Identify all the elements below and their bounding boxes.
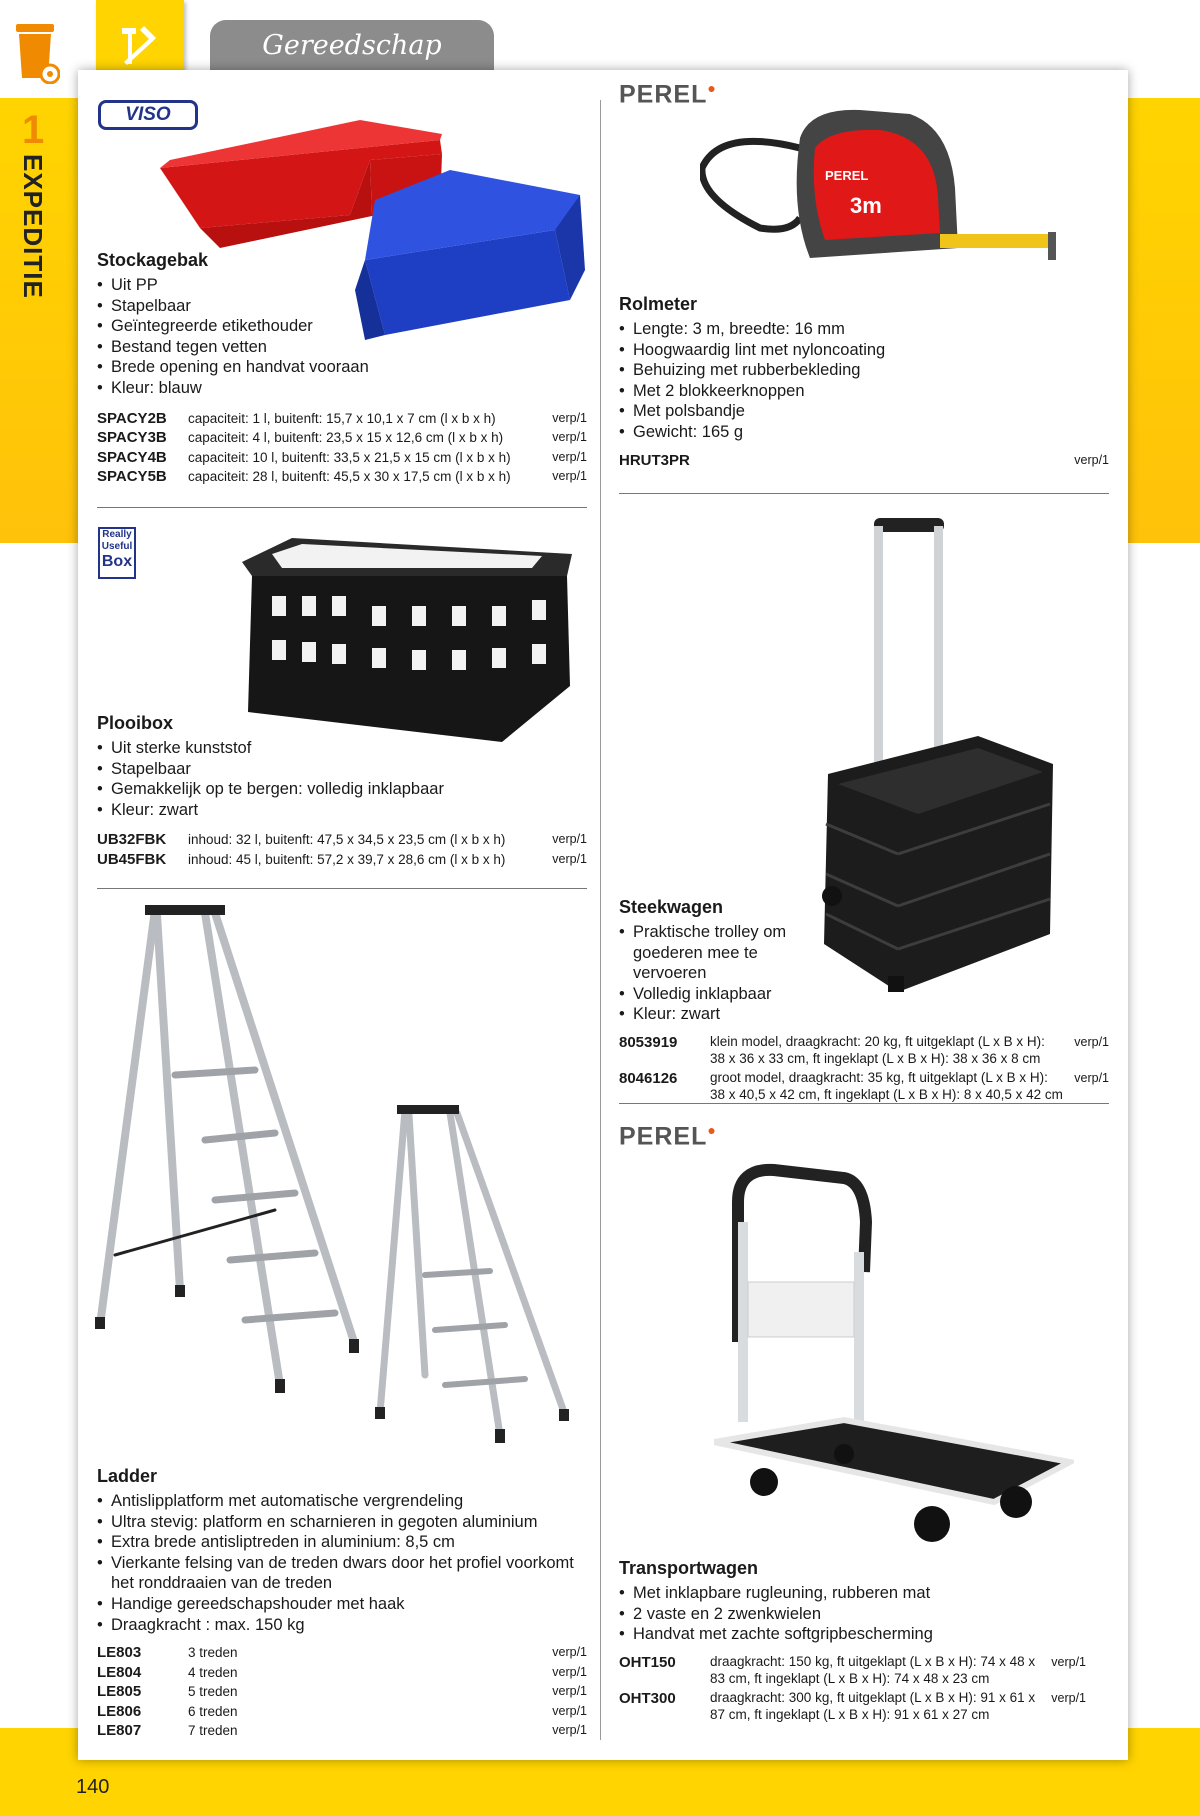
article-unit: verp/1 <box>552 410 587 425</box>
tape-brand: PEREL <box>825 168 869 183</box>
article-desc: inhoud: 32 l, buitenft: 47,5 x 34,5 x 23,5 cm (l x b x h) <box>188 832 506 848</box>
platform-trolley-image <box>714 1162 1074 1557</box>
article-code: LE804 <box>97 1663 142 1681</box>
waste-bin-icon <box>14 18 60 84</box>
article-code: SPACY3B <box>97 429 167 447</box>
article-desc: capaciteit: 4 l, buitenft: 23,5 x 15 x 12,6 cm (l x b x h) <box>188 430 504 446</box>
article-row <box>97 850 587 870</box>
brand-line: Useful <box>101 541 133 552</box>
hammer-wrench-icon <box>116 18 164 70</box>
article-row <box>97 428 587 448</box>
article-unit: verp/1 <box>1051 1690 1086 1705</box>
section-tab: Gereedschap <box>210 20 494 72</box>
article-unit: verp/1 <box>552 430 587 445</box>
stockagebak-block <box>97 250 587 487</box>
steekwagen-block <box>619 897 1109 1103</box>
feature-item: • Kleur: blauw <box>97 378 587 399</box>
article-code: OHT150 <box>619 1653 676 1671</box>
transportwagen-block <box>619 1558 1109 1723</box>
article-table <box>97 1643 587 1741</box>
article-desc: draagkracht: 150 kg, ft uitgeklapt (L x B x H): 74 x 48 x 83 cm, ft ingeklapt (L x B x H): 74 x 48 x 23 cm <box>710 1653 1036 1686</box>
feature-item: • 2 vaste en 2 zwenkwielen <box>619 1604 1109 1625</box>
article-unit: verp/1 <box>552 851 587 866</box>
feature-item: • Gemakkelijk op te bergen: volledig inklapbaar <box>97 779 587 800</box>
article-code: SPACY5B <box>97 468 167 486</box>
article-code: 8053919 <box>619 1033 678 1051</box>
page-number: 140 <box>76 1776 110 1798</box>
article-unit: verp/1 <box>1074 452 1109 467</box>
feature-item: • Met inklapbare rugleuning, rubberen mat <box>619 1583 1109 1604</box>
viso-logo: VISO <box>98 100 198 130</box>
brand-line: Really <box>102 529 132 540</box>
article-code: UB32FBK <box>97 831 167 849</box>
article-desc: 5 treden <box>188 1684 238 1700</box>
separator <box>97 888 587 889</box>
article-row <box>619 1069 1109 1103</box>
feature-item: • Gewicht: 165 g <box>619 422 1109 443</box>
perel-logo: PEREL● <box>619 80 717 109</box>
tape-measure-image <box>700 108 1060 283</box>
product-title: Ladder <box>97 1466 158 1486</box>
article-code: LE806 <box>97 1702 142 1720</box>
article-table <box>619 1653 1109 1723</box>
plooibox-block <box>97 713 587 869</box>
separator <box>97 507 587 508</box>
article-row <box>97 409 587 429</box>
feature-item: • Stapelbaar <box>97 759 587 780</box>
article-code: LE807 <box>97 1722 142 1740</box>
chapter-title: EXPEDITIE <box>18 154 48 299</box>
article-desc: 3 treden <box>188 1645 238 1661</box>
product-title: Rolmeter <box>619 294 698 314</box>
rolmeter-block <box>619 294 1109 470</box>
article-code: SPACY4B <box>97 448 167 466</box>
feature-item: • Stapelbaar <box>97 296 587 317</box>
column-divider <box>600 100 601 1740</box>
article-desc: klein model, draagkracht: 20 kg, ft uitgeklapt (L x B x H): 38 x 36 x 33 cm, ft ingeklapt (L x B x H): 38 x 36 x 8 cm <box>710 1033 1045 1066</box>
article-table <box>97 409 587 487</box>
article-desc: 7 treden <box>188 1723 238 1739</box>
article-unit: verp/1 <box>1074 1070 1109 1085</box>
article-desc: capaciteit: 1 l, buitenft: 15,7 x 10,1 x 7 cm (l x b x h) <box>188 410 496 426</box>
article-desc: draagkracht: 300 kg, ft uitgeklapt (L x B x H): 91 x 61 x 87 cm, ft ingeklapt (L x B x H): 91 x 61 x 27 cm <box>710 1689 1036 1722</box>
feature-item: • Uit PP <box>97 275 587 296</box>
feature-item: • Uit sterke kunststof <box>97 738 587 759</box>
chapter-number: 1 <box>22 108 45 152</box>
article-table <box>97 830 587 869</box>
separator <box>619 1103 1109 1104</box>
brand-text: PEREL <box>619 80 708 109</box>
feature-item: • Vierkante felsing van de treden dwars door het profiel voorkomt het ronddraaien van de treden <box>97 1553 587 1594</box>
article-row <box>619 1653 1109 1687</box>
feature-item: • Antislipplatform met automatische vergrendeling <box>97 1491 587 1512</box>
article-unit: verp/1 <box>1051 1654 1086 1669</box>
feature-list <box>619 319 1109 443</box>
article-desc: 4 treden <box>188 1664 238 1680</box>
article-unit: verp/1 <box>552 1684 587 1699</box>
feature-item: • Met polsbandje <box>619 401 1109 422</box>
separator <box>619 493 1109 494</box>
feature-item: • Bestand tegen vetten <box>97 337 587 358</box>
article-code: LE803 <box>97 1644 142 1662</box>
feature-item: • Behuizing met rubberbekleding <box>619 360 1109 381</box>
feature-item: • Handvat met zachte softgripbescherming <box>619 1624 1109 1645</box>
feature-item: • Volledig inklapbaar <box>619 984 829 1005</box>
article-unit: verp/1 <box>552 1723 587 1738</box>
article-unit: verp/1 <box>1074 1034 1109 1049</box>
article-row <box>619 451 1109 471</box>
article-row <box>97 830 587 850</box>
article-desc: capaciteit: 28 l, buitenft: 45,5 x 30 x 17,5 cm (l x b x h) <box>188 469 511 485</box>
feature-item: • Brede opening en handvat vooraan <box>97 357 587 378</box>
really-useful-box-logo <box>98 527 136 579</box>
article-row <box>97 1702 587 1722</box>
ladder-block <box>97 1466 587 1741</box>
article-row <box>97 448 587 468</box>
feature-item: • Draagkracht : max. 150 kg <box>97 1615 587 1636</box>
product-title: Plooibox <box>97 713 173 733</box>
article-desc: groot model, draagkracht: 35 kg, ft uitgeklapt (L x B x H): 38 x 40,5 x 42 cm, ft ingeklapt (L x B x H): 8 x 40,5 x 42 cm <box>710 1069 1063 1102</box>
feature-item: • Met 2 blokkeerknoppen <box>619 381 1109 402</box>
feature-item: • Handige gereedschapshouder met haak <box>97 1594 587 1615</box>
product-title: Stockagebak <box>97 250 209 270</box>
article-unit: verp/1 <box>552 1664 587 1679</box>
article-desc <box>710 451 1063 471</box>
article-unit: verp/1 <box>552 1645 587 1660</box>
article-code: 8046126 <box>619 1069 678 1087</box>
feature-item: • Kleur: zwart <box>619 1004 829 1025</box>
article-desc: capaciteit: 10 l, buitenft: 33,5 x 21,5 x 15 cm (l x b x h) <box>188 449 511 465</box>
article-unit: verp/1 <box>552 449 587 464</box>
article-code: OHT300 <box>619 1689 676 1707</box>
feature-list <box>97 1491 587 1635</box>
article-code: SPACY2B <box>97 409 167 427</box>
feature-list <box>97 738 587 820</box>
article-row <box>97 467 587 487</box>
article-unit: verp/1 <box>552 832 587 847</box>
article-desc: 6 treden <box>188 1703 238 1719</box>
product-title: Transportwagen <box>619 1558 759 1578</box>
article-row <box>97 1643 587 1663</box>
article-row <box>97 1721 587 1741</box>
perel-logo: PEREL● <box>619 1122 717 1151</box>
feature-item: • Hoogwaardig lint met nyloncoating <box>619 340 1109 361</box>
article-row <box>619 1689 1109 1723</box>
feature-item: • Kleur: zwart <box>97 800 587 821</box>
article-row <box>97 1682 587 1702</box>
tape-length-label: 3m <box>850 193 882 218</box>
feature-list <box>97 275 587 399</box>
brand-text: PEREL <box>619 1122 708 1151</box>
ladders-image <box>95 905 585 1465</box>
article-code: LE805 <box>97 1683 142 1701</box>
article-row <box>97 1663 587 1683</box>
feature-item: • Praktische trolley om goederen mee te vervoeren <box>619 922 829 984</box>
article-table <box>619 1033 1109 1103</box>
feature-list <box>619 922 829 1025</box>
article-code: HRUT3PR <box>619 451 690 469</box>
article-code: UB45FBK <box>97 850 167 868</box>
feature-item: • Lengte: 3 m, breedte: 16 mm <box>619 319 1109 340</box>
article-table <box>619 451 1109 471</box>
feature-list <box>619 1583 1109 1645</box>
article-unit: verp/1 <box>552 469 587 484</box>
feature-item: • Geïntegreerde etikethouder <box>97 316 587 337</box>
article-desc: inhoud: 45 l, buitenft: 57,2 x 39,7 x 28,6 cm (l x b x h) <box>188 851 506 867</box>
article-row <box>619 1033 1109 1067</box>
article-unit: verp/1 <box>552 1703 587 1718</box>
brand-line: Box <box>101 553 133 570</box>
feature-item: • Ultra stevig: platform en scharnieren in gegoten aluminium <box>97 1512 587 1533</box>
feature-item: • Extra brede antisliptreden in aluminium: 8,5 cm <box>97 1532 587 1553</box>
product-title: Steekwagen <box>619 897 724 917</box>
